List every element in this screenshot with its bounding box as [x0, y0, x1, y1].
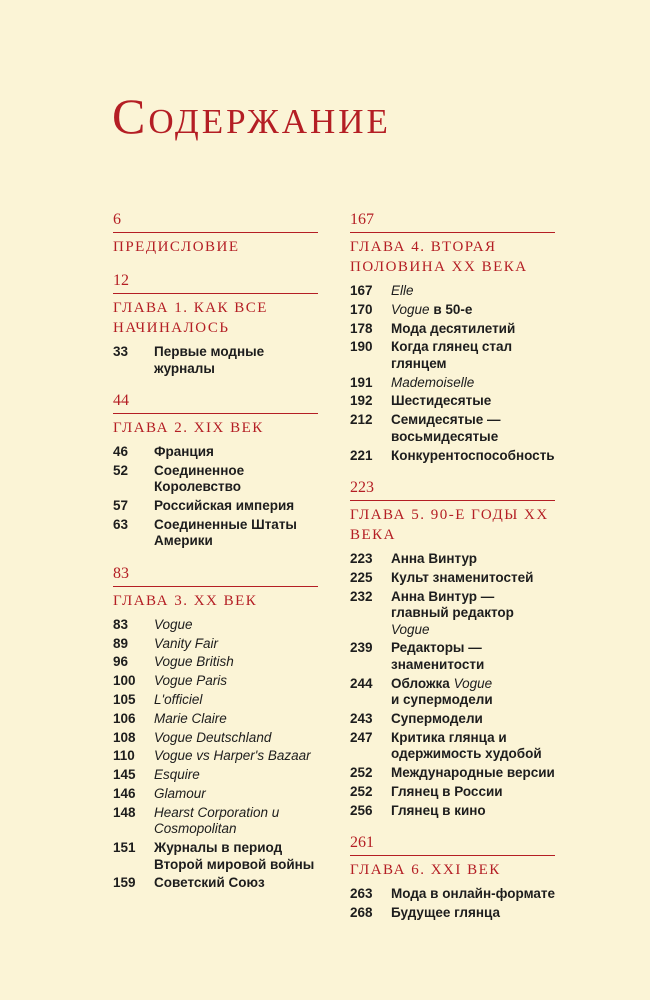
toc-entry[interactable] — [113, 636, 318, 653]
toc-entry[interactable] — [113, 840, 318, 873]
entry-title — [391, 321, 555, 338]
toc-section — [113, 564, 318, 892]
entry-title — [391, 375, 555, 392]
chapter-title[interactable]: ПРЕДИСЛОВИЕ — [113, 239, 240, 255]
entry-page-number: 146 — [113, 786, 136, 802]
entry-title-text: Франция — [154, 444, 214, 459]
section-divider — [113, 293, 318, 294]
entry-title-italic: Vogue — [391, 301, 430, 317]
toc-entry[interactable] — [350, 570, 555, 587]
entry-list — [113, 344, 318, 377]
entry-page-number: 100 — [113, 673, 136, 689]
entry-page-number: 108 — [113, 729, 136, 745]
entry-page-number: 89 — [113, 635, 129, 651]
toc-entry[interactable] — [350, 765, 555, 782]
entry-title-text: Vogue vs Harper's Bazaar — [154, 748, 311, 764]
toc-entry[interactable] — [350, 283, 555, 300]
toc-entry[interactable] — [113, 692, 318, 709]
entry-title-text: Международные версии — [391, 765, 555, 781]
entry-title — [391, 765, 555, 782]
entry-list — [350, 886, 555, 921]
entry-page-number: 256 — [350, 802, 373, 818]
entry-title — [391, 570, 555, 587]
entry-page-number: 110 — [113, 748, 135, 764]
entry-page-number: 244 — [350, 675, 373, 691]
entry-page-number: 167 — [350, 283, 373, 298]
entry-title — [154, 748, 318, 765]
entry-title-text: Супермодели — [391, 711, 483, 727]
chapter-page-number[interactable]: 167 — [350, 211, 374, 228]
entry-page-number: 145 — [113, 767, 136, 783]
entry-title-text: в 50-е — [433, 301, 473, 317]
toc-entry[interactable] — [350, 886, 555, 903]
entry-title — [391, 448, 555, 465]
toc-entry[interactable] — [350, 730, 555, 763]
entry-title-text: Первые модные журналы — [154, 344, 265, 376]
section-divider — [113, 413, 318, 414]
entry-page-number: 33 — [113, 344, 129, 359]
entry-page-number: 252 — [350, 783, 373, 799]
entry-page-number: 232 — [350, 588, 373, 604]
toc-entry[interactable] — [350, 302, 555, 319]
toc-entry[interactable] — [350, 803, 555, 820]
chapter-title[interactable]: ГЛАВА 4. ВТОРАЯ ПОЛОВИНА XX ВЕКА — [350, 239, 528, 275]
entry-page-number: 105 — [113, 692, 136, 708]
entry-list — [113, 444, 318, 550]
toc-entry[interactable] — [113, 730, 318, 747]
entry-page-number: 106 — [113, 710, 136, 726]
entry-title — [391, 393, 555, 410]
toc-entry[interactable] — [350, 784, 555, 801]
chapter-title[interactable]: ГЛАВА 6. XXI ВЕК — [350, 862, 501, 879]
section-divider — [113, 232, 318, 233]
entry-title — [154, 840, 318, 873]
toc-left-column — [113, 210, 318, 906]
entry-title — [154, 692, 318, 709]
entry-title — [154, 711, 318, 728]
entry-title — [391, 803, 555, 820]
toc-entry[interactable] — [113, 463, 318, 496]
entry-title — [391, 283, 555, 300]
entry-page-number: 159 — [113, 875, 136, 891]
entry-page-number: 83 — [113, 616, 129, 632]
entry-title — [391, 676, 555, 709]
entry-title — [391, 711, 555, 728]
chapter-page-number[interactable]: 12 — [113, 272, 129, 289]
entry-page-number: 46 — [113, 444, 129, 459]
chapter-title[interactable]: ГЛАВА 1. КАК ВСЕ НАЧИНАЛОСЬ — [113, 300, 268, 336]
entry-title-text: Советский Союз — [154, 875, 265, 891]
entry-title-text: Elle — [391, 283, 414, 298]
toc-entry[interactable] — [113, 444, 318, 461]
entry-page-number: 223 — [350, 551, 373, 567]
entry-title-text: Семидесятые — восьмидесятые — [391, 412, 501, 444]
chapter-title[interactable]: ГЛАВА 5. 90-Е ГОДЫ XX ВЕКА — [350, 507, 549, 544]
entry-title-text: Критика глянца и одержимость худобой — [391, 729, 542, 762]
entry-title — [154, 444, 318, 461]
page-title: Содержание — [112, 88, 391, 144]
entry-title-text: Мода в онлайн-формате — [391, 886, 556, 902]
toc-entry[interactable] — [350, 448, 555, 465]
entry-page-number: 191 — [350, 374, 373, 390]
entry-title-text: Marie Claire — [154, 710, 227, 726]
entry-title-text: Vogue Paris — [154, 673, 228, 689]
toc-entry[interactable] — [350, 321, 555, 338]
entry-title — [154, 517, 318, 550]
entry-list — [350, 551, 555, 819]
entry-title-text: Журналы в период Второй мировой войны — [154, 840, 315, 872]
entry-title-text: Глянец в России — [391, 783, 503, 799]
entry-title-text: Vanity Fair — [154, 635, 219, 651]
entry-title — [154, 875, 318, 892]
toc-entry[interactable] — [350, 393, 555, 410]
entry-title — [154, 654, 318, 671]
toc-entry[interactable] — [113, 875, 318, 892]
entry-title-text: Mademoiselle — [391, 374, 475, 390]
toc-entry[interactable] — [350, 676, 555, 709]
toc-entry[interactable] — [113, 617, 318, 634]
entry-title-text: Соединенные Штаты Америки — [154, 516, 297, 549]
toc-entry[interactable] — [350, 412, 555, 445]
chapter-page-number[interactable]: 223 — [350, 479, 374, 497]
section-divider — [350, 855, 555, 856]
toc-right-column — [350, 210, 555, 936]
toc-entry[interactable] — [350, 375, 555, 392]
toc-section — [350, 833, 555, 921]
entry-page-number: 170 — [350, 301, 373, 317]
entry-title — [391, 302, 555, 319]
toc-section — [113, 210, 318, 257]
toc-entry[interactable] — [113, 498, 318, 515]
entry-title-text: Esquire — [154, 767, 200, 783]
entry-page-number: 57 — [113, 498, 129, 514]
section-divider — [350, 232, 555, 233]
toc-entry[interactable] — [350, 589, 555, 639]
entry-page-number: 243 — [350, 711, 373, 727]
entry-title-text: и супермодели — [391, 692, 493, 708]
entry-title-text: Российская империя — [154, 498, 295, 514]
entry-page-number: 178 — [350, 320, 373, 336]
entry-title — [391, 640, 555, 673]
entry-list — [113, 617, 318, 892]
entry-title — [391, 339, 555, 372]
entry-title-text: Будущее глянца — [391, 905, 500, 921]
entry-page-number: 192 — [350, 393, 373, 409]
entry-title-text: Редакторы — знаменитости — [391, 640, 485, 672]
chapter-page-number[interactable]: 83 — [113, 564, 129, 582]
entry-page-number: 263 — [350, 886, 373, 902]
toc-section — [350, 478, 555, 819]
entry-title — [154, 730, 318, 747]
entry-title-text: Hearst Corporation и Cosmopolitan — [154, 804, 280, 837]
entry-title — [391, 551, 555, 568]
toc-entry[interactable] — [350, 339, 555, 372]
toc-entry[interactable] — [113, 805, 318, 838]
entry-title — [154, 617, 318, 634]
chapter-page-number[interactable]: 261 — [350, 834, 374, 852]
entry-title-text: Шестидесятые — [391, 393, 492, 409]
toc-entry[interactable] — [350, 711, 555, 728]
toc-section — [113, 271, 318, 377]
entry-title — [154, 673, 318, 690]
entry-page-number: 63 — [113, 516, 129, 532]
toc-section — [350, 210, 555, 464]
toc-entry[interactable] — [350, 551, 555, 568]
entry-page-number: 247 — [350, 729, 373, 745]
entry-page-number: 151 — [113, 840, 136, 856]
entry-title-text: Глянец в кино — [391, 802, 486, 818]
chapter-page-number[interactable]: 6 — [113, 211, 121, 228]
entry-page-number: 268 — [350, 905, 373, 921]
entry-page-number: 52 — [113, 462, 129, 478]
entry-title-text: Соединенное Королевство — [154, 462, 245, 495]
toc-entry[interactable] — [350, 640, 555, 673]
toc-entry[interactable] — [113, 517, 318, 550]
entry-page-number: 239 — [350, 640, 373, 656]
entry-title-text: Glamour — [154, 786, 206, 802]
toc-entry[interactable] — [113, 767, 318, 784]
entry-title — [391, 589, 555, 639]
entry-title — [391, 905, 555, 922]
entry-page-number: 148 — [113, 804, 136, 820]
entry-title — [154, 463, 318, 496]
toc-entry[interactable] — [113, 344, 318, 377]
entry-page-number: 252 — [350, 765, 373, 781]
entry-page-number: 190 — [350, 339, 373, 355]
entry-page-number: 225 — [350, 569, 373, 585]
entry-title-text: Анна Винтур — [391, 551, 478, 567]
entry-title-text: Обложка — [391, 675, 450, 691]
entry-title-text: Культ знаменитостей — [391, 569, 534, 585]
section-divider — [113, 586, 318, 587]
toc-entry[interactable] — [113, 654, 318, 671]
entry-title-text: Когда глянец стал глянцем — [391, 339, 513, 371]
entry-title-text: Мода десятилетий — [391, 320, 516, 336]
toc-section — [113, 391, 318, 550]
entry-title-text: L'officiel — [154, 692, 203, 708]
entry-title — [391, 784, 555, 801]
entry-title — [154, 786, 318, 803]
toc-entry[interactable] — [113, 786, 318, 803]
entry-title — [391, 412, 555, 445]
entry-title-text: Vogue Deutschland — [154, 729, 272, 745]
entry-title — [391, 730, 555, 763]
entry-page-number: 96 — [113, 654, 129, 670]
entry-title-text: Vogue British — [154, 654, 234, 670]
entry-title — [154, 636, 318, 653]
entry-title-italic: Vogue — [453, 675, 493, 691]
entry-title-text: Конкурентоспособность — [391, 447, 555, 463]
toc-entry[interactable] — [113, 748, 318, 765]
section-divider — [350, 500, 555, 501]
chapter-title[interactable]: ГЛАВА 2. XIX ВЕК — [113, 420, 264, 436]
entry-title — [154, 498, 318, 515]
entry-title-text: Vogue — [154, 616, 193, 632]
chapter-title[interactable]: ГЛАВА 3. XX ВЕК — [113, 592, 258, 609]
entry-title-italic: Vogue — [391, 621, 430, 637]
entry-title — [391, 886, 555, 903]
chapter-page-number[interactable]: 44 — [113, 392, 129, 409]
entry-page-number: 221 — [350, 447, 373, 463]
toc-entry[interactable] — [350, 905, 555, 922]
entry-title-text: Анна Винтур — главный редактор — [391, 588, 514, 621]
toc-entry[interactable] — [113, 673, 318, 690]
entry-page-number: 212 — [350, 412, 373, 428]
entry-list — [350, 283, 555, 464]
entry-title — [154, 344, 318, 377]
entry-title — [154, 767, 318, 784]
entry-title — [154, 805, 318, 838]
toc-entry[interactable] — [113, 711, 318, 728]
